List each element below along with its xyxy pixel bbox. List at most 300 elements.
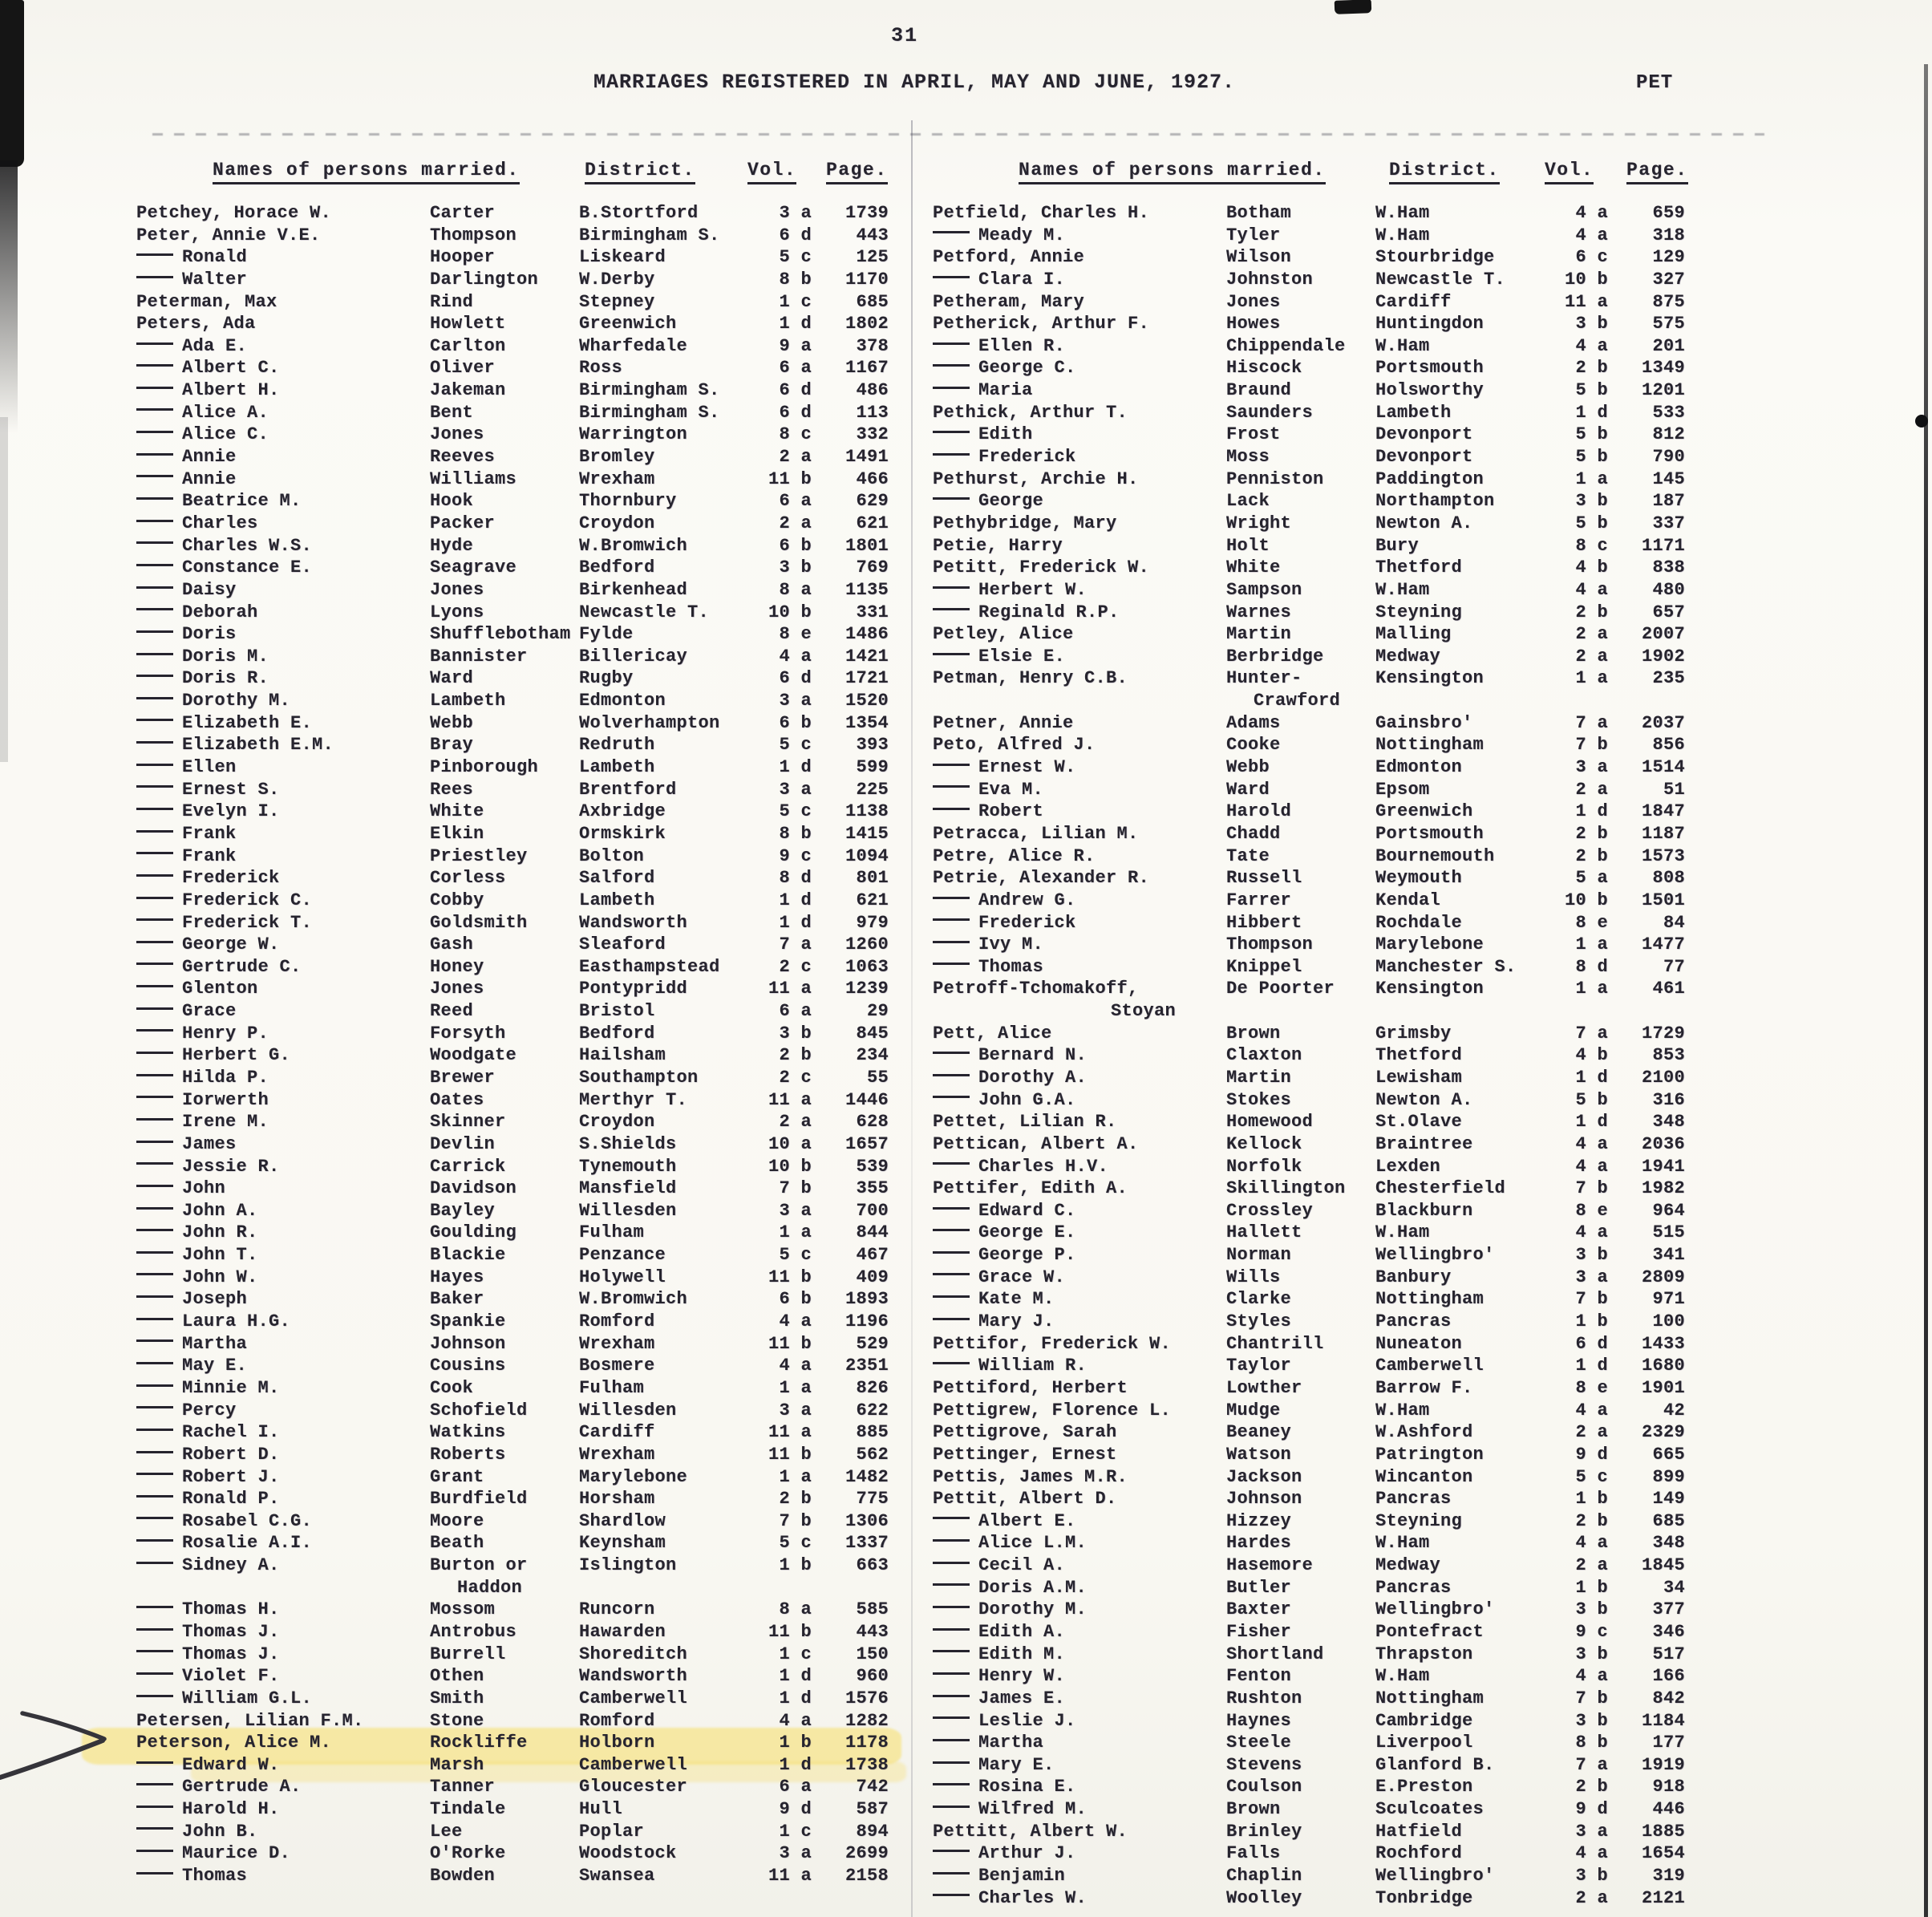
page-ref-cell: 1063 <box>844 956 889 977</box>
district-cell: Edmonton <box>579 691 666 711</box>
page-ref-cell: 55 <box>866 1067 889 1088</box>
ditto-dash <box>933 342 970 345</box>
volume-cell: 2 a <box>779 1112 812 1133</box>
index-row <box>136 800 894 823</box>
volume-cell: 3 b <box>1575 1245 1608 1266</box>
page-ref-cell: 629 <box>856 491 889 512</box>
page-ref-cell: 1415 <box>844 823 889 844</box>
volume-cell: 5 c <box>779 247 812 268</box>
district-cell: Pancras <box>1375 1489 1452 1510</box>
names-cell: James <box>136 1133 427 1156</box>
spouse-surname-cell: Mossom <box>430 1599 496 1620</box>
district-cell: Holborn <box>579 1733 655 1753</box>
district-cell: Willesden <box>579 1200 677 1221</box>
continuation-row <box>933 1000 1691 1023</box>
ditto-dash <box>136 697 173 699</box>
names-cell: Pett, Alice <box>933 1023 1052 1044</box>
spouse-surname-cell: Hayes <box>430 1267 484 1287</box>
page-number: 31 <box>890 24 918 47</box>
spouse-surname-cell: Clarke <box>1226 1289 1292 1310</box>
ditto-dash <box>136 1850 173 1852</box>
district-cell: Wrexham <box>579 1333 655 1354</box>
spouse-surname-cell: Moss <box>1226 447 1270 468</box>
district-cell: Steyning <box>1375 602 1463 622</box>
index-row <box>933 1466 1691 1489</box>
ditto-dash <box>136 1029 173 1031</box>
page-ref-cell: 2037 <box>1641 712 1685 733</box>
volume-cell: 1 a <box>1575 979 1608 999</box>
volume-cell: 4 a <box>1575 335 1608 356</box>
volume-cell: 9 d <box>1575 1444 1608 1465</box>
index-row <box>933 424 1691 446</box>
names-cell: Petherick, Arthur F. <box>933 314 1150 334</box>
names-cell: Petner, Annie <box>933 712 1074 733</box>
names-cell: Frederick <box>136 867 427 890</box>
district-cell: Tynemouth <box>579 1156 677 1177</box>
names-cell: George W. <box>136 934 427 956</box>
spouse-surname-cell: Cousins <box>430 1356 506 1376</box>
district-cell: Blackburn <box>1375 1200 1473 1221</box>
district-cell: Malling <box>1375 624 1452 645</box>
page-ref-cell: 1167 <box>844 358 889 379</box>
index-row <box>933 1200 1691 1222</box>
district-cell: W.Bromwich <box>579 535 688 556</box>
district-cell: Kensington <box>1375 668 1484 689</box>
volume-cell: 1 d <box>779 912 812 933</box>
continuation-row <box>136 1577 894 1599</box>
names-cell: Elizabeth E. <box>136 712 427 735</box>
page-ref-cell: 129 <box>1652 247 1685 268</box>
page-ref-cell: 1184 <box>1641 1710 1685 1731</box>
district-cell: Croydon <box>579 1112 655 1133</box>
district-cell: Horsham <box>579 1489 655 1510</box>
names-cell: Thomas J. <box>136 1621 427 1643</box>
ditto-dash <box>136 387 173 389</box>
index-row <box>136 978 894 1000</box>
spouse-surname-cell: Shortland <box>1226 1643 1324 1664</box>
ditto-dash <box>136 1806 173 1808</box>
scan-edge-artifact <box>0 160 18 433</box>
volume-cell: 5 c <box>779 735 812 756</box>
spouse-surname-cell: Mudge <box>1226 1400 1281 1421</box>
page-ref-cell: 562 <box>856 1444 889 1465</box>
spouse-surname-cell: Tate <box>1226 845 1270 866</box>
names-cell: Evelyn I. <box>136 800 427 823</box>
index-row <box>136 1023 894 1045</box>
names-cell: Doris A.M. <box>933 1577 1223 1599</box>
volume-cell: 5 b <box>1575 1089 1608 1110</box>
district-cell: Portsmouth <box>1375 358 1484 379</box>
page-ref-cell: 166 <box>1652 1666 1685 1687</box>
index-row <box>933 1821 1691 1843</box>
names-cell: Pettifor, Frederick W. <box>933 1333 1172 1354</box>
page-ref-cell: 1337 <box>844 1533 889 1554</box>
spouse-surname-cell: Cooke <box>1226 735 1281 756</box>
district-cell: Rochford <box>1375 1843 1463 1864</box>
spouse-surname-cell: Tindale <box>430 1799 506 1820</box>
district-cell: Camberwell <box>1375 1356 1484 1376</box>
spouse-surname-cell: Taylor <box>1226 1356 1292 1376</box>
names-cell: Pettis, James M.R. <box>933 1466 1128 1487</box>
volume-cell: 10 b <box>768 1156 812 1177</box>
spouse-surname-cell: Rees <box>430 779 474 800</box>
district-cell: Nottingham <box>1375 735 1484 756</box>
index-row <box>933 1111 1691 1133</box>
volume-cell: 11 b <box>768 1267 812 1287</box>
ditto-dash <box>136 1672 173 1675</box>
page-ref-cell: 808 <box>1652 868 1685 889</box>
spouse-surname-cell: Burrell <box>430 1643 506 1664</box>
district-cell: Wincanton <box>1375 1466 1473 1487</box>
spouse-surname-cell: Marsh <box>430 1754 484 1775</box>
volume-cell: 4 a <box>1575 203 1608 223</box>
ditto-dash <box>933 1517 970 1519</box>
volume-cell: 1 a <box>1575 934 1608 955</box>
names-cell: Thomas <box>136 1865 427 1887</box>
district-cell: Hailsham <box>579 1045 666 1066</box>
page-ref-cell: 150 <box>856 1643 889 1664</box>
volume-cell: 3 b <box>1575 1599 1608 1620</box>
names-cell: Doris M. <box>136 646 427 668</box>
district-cell: Stepney <box>579 291 655 312</box>
names-cell: William G.L. <box>136 1688 427 1710</box>
volume-cell: 2 b <box>1575 823 1608 844</box>
index-row <box>933 1688 1691 1710</box>
index-row <box>933 800 1691 823</box>
volume-cell: 1 d <box>779 1754 812 1775</box>
volume-cell: 2 a <box>1575 779 1608 800</box>
spouse-surname-cell: Hibbert <box>1226 912 1302 933</box>
page-ref-cell: 769 <box>856 557 889 578</box>
names-cell: Violet F. <box>136 1665 427 1688</box>
district-cell: Wrexham <box>579 468 655 489</box>
district-cell: Axbridge <box>579 801 666 822</box>
ditto-dash <box>136 1074 173 1076</box>
volume-cell: 7 a <box>1575 1754 1608 1775</box>
page-ref-cell: 1171 <box>1641 535 1685 556</box>
volume-cell: 4 a <box>779 1356 812 1376</box>
index-row <box>933 1267 1691 1289</box>
volume-cell: 6 b <box>779 535 812 556</box>
names-cell: Alice L.M. <box>933 1532 1223 1554</box>
spouse-surname-cell: Martin <box>1226 1067 1292 1088</box>
district-cell: Lewisham <box>1375 1067 1463 1088</box>
district-cell: Pontypridd <box>579 979 688 999</box>
names-cell: Petersen, Lilian F.M. <box>136 1710 364 1731</box>
volume-cell: 8 e <box>1575 912 1608 933</box>
page-ref-cell: 599 <box>856 757 889 778</box>
ditto-dash <box>136 586 173 589</box>
district-cell: Gainsbro' <box>1375 712 1473 733</box>
names-cell: Daisy <box>136 579 427 602</box>
district-cell: W.Ashford <box>1375 1422 1473 1443</box>
index-row <box>933 1044 1691 1067</box>
ditto-dash <box>136 475 173 477</box>
index-row <box>933 646 1691 668</box>
index-row <box>136 1133 894 1156</box>
volume-cell: 4 a <box>1575 1666 1608 1687</box>
district-cell: W.Ham <box>1375 1666 1430 1687</box>
page-ref-cell: 1919 <box>1641 1754 1685 1775</box>
index-row <box>933 667 1691 690</box>
spouse-surname-cell: Webb <box>1226 757 1270 778</box>
page-ref-cell: 42 <box>1663 1400 1685 1421</box>
index-row <box>136 1510 894 1533</box>
volume-cell: 2 a <box>779 447 812 468</box>
volume-cell: 2 b <box>1575 845 1608 866</box>
spouse-surname-cell: Ward <box>1226 779 1270 800</box>
spouse-surname-cell: Oates <box>430 1089 484 1110</box>
volume-cell: 11 b <box>768 1444 812 1465</box>
names-cell: Petroff-Tchomakoff, <box>933 979 1139 999</box>
page-ref-cell: 1094 <box>844 845 889 866</box>
names-cell: Dorothy A. <box>933 1067 1223 1089</box>
ditto-dash <box>136 1761 173 1764</box>
ditto-dash <box>136 453 173 456</box>
page-ref-cell: 149 <box>1652 1489 1685 1510</box>
spouse-surname-cell: Bray <box>430 735 474 756</box>
names-cell: Peterson, Alice M. <box>136 1733 332 1753</box>
district-cell: Brentford <box>579 779 677 800</box>
page-ref-cell: 899 <box>1652 1466 1685 1487</box>
district-cell: Salford <box>579 868 655 889</box>
page-ref-cell: 1520 <box>844 691 889 711</box>
names-cell: Stoyan <box>1111 1001 1177 1022</box>
names-cell: Ronald <box>136 246 427 269</box>
district-cell: W.Ham <box>1375 1400 1430 1421</box>
spouse-surname-cell: Crossley <box>1226 1200 1314 1221</box>
names-cell: Pettit, Albert D. <box>933 1489 1117 1510</box>
index-row <box>136 823 894 845</box>
names-cell: John G.A. <box>933 1089 1223 1112</box>
volume-cell: 6 d <box>779 668 812 689</box>
ditto-dash <box>136 1429 173 1431</box>
district-cell: Liskeard <box>579 247 666 268</box>
continuation-row <box>933 690 1691 712</box>
ditto-dash <box>136 1495 173 1498</box>
volume-cell: 1 d <box>779 314 812 334</box>
names-cell: Edith <box>933 424 1223 446</box>
spouse-surname-cell: Haynes <box>1226 1710 1292 1731</box>
district-cell: Cambridge <box>1375 1710 1473 1731</box>
names-cell: James E. <box>933 1688 1223 1710</box>
page-ref-cell: 853 <box>1652 1045 1685 1066</box>
ditto-dash <box>136 276 173 278</box>
index-row <box>933 734 1691 756</box>
district-cell: Bolton <box>579 845 645 866</box>
page-ref-cell: 587 <box>856 1799 889 1820</box>
volume-cell: 6 a <box>779 491 812 512</box>
volume-cell: 10 b <box>768 602 812 622</box>
volume-cell: 7 b <box>1575 735 1608 756</box>
volume-cell: 4 a <box>779 1710 812 1731</box>
names-cell: Pettet, Lilian R. <box>933 1112 1117 1133</box>
index-row <box>136 779 894 801</box>
index-row <box>136 1333 894 1356</box>
names-cell: Pethick, Arthur T. <box>933 402 1128 423</box>
names-cell: Constance E. <box>136 557 427 579</box>
names-cell: Alice C. <box>136 424 427 446</box>
index-row <box>933 1532 1691 1554</box>
index-row <box>933 1754 1691 1777</box>
spouse-surname-cell: Moore <box>430 1510 484 1531</box>
spouse-surname-cell: Johnston <box>1226 269 1314 290</box>
ditto-dash <box>136 342 173 345</box>
names-cell: Thomas <box>933 956 1223 979</box>
index-row <box>933 535 1691 557</box>
volume-cell: 2 a <box>1575 646 1608 667</box>
district-cell: Camberwell <box>579 1688 688 1708</box>
spouse-surname-cell: Frost <box>1226 424 1281 445</box>
names-cell: Gertrude C. <box>136 956 427 979</box>
index-row <box>933 956 1691 979</box>
volume-cell: 2 b <box>1575 602 1608 622</box>
district-cell: Hawarden <box>579 1622 666 1642</box>
volume-cell: 10 b <box>1564 890 1608 910</box>
page-ref-cell: 2158 <box>844 1866 889 1887</box>
index-row <box>933 579 1691 602</box>
volume-cell: 4 a <box>1575 1533 1608 1554</box>
volume-cell: 2 a <box>1575 1422 1608 1443</box>
volume-cell: 3 b <box>1575 491 1608 512</box>
district-cell: Liverpool <box>1375 1733 1473 1753</box>
scan-edge-artifact <box>1924 64 1928 1917</box>
index-row <box>136 1244 894 1267</box>
ditto-dash <box>933 897 970 899</box>
index-row <box>136 379 894 402</box>
spouse-surname-cell: Bent <box>430 402 474 423</box>
ditto-dash <box>933 1583 970 1586</box>
index-row <box>136 225 894 247</box>
ditto-dash <box>136 408 173 411</box>
spouse-surname-cell: Berbridge <box>1226 646 1324 667</box>
index-row <box>933 291 1691 314</box>
spouse-surname-cell: Wilson <box>1226 247 1292 268</box>
ditto-dash <box>933 1074 970 1076</box>
names-cell: Edward W. <box>136 1754 427 1777</box>
ditto-dash <box>933 1672 970 1675</box>
volume-cell: 1 c <box>779 291 812 312</box>
index-row <box>136 1865 894 1887</box>
names-cell: Petracca, Lilian M. <box>933 823 1139 844</box>
spouse-surname-cell: Brinley <box>1226 1821 1302 1842</box>
district-cell: Camberwell <box>579 1754 688 1775</box>
volume-cell: 2 c <box>779 956 812 977</box>
page-ref-cell: 316 <box>1652 1089 1685 1110</box>
names-cell: Pethybridge, Mary <box>933 513 1117 533</box>
spouse-surname-cell: Priestley <box>430 845 528 866</box>
volume-cell: 1 a <box>779 1466 812 1487</box>
names-cell: Albert H. <box>136 379 427 402</box>
volume-cell: 2 a <box>1575 1887 1608 1908</box>
district-cell: Pancras <box>1375 1577 1452 1598</box>
index-row <box>136 357 894 379</box>
page-ref-cell: 2007 <box>1641 624 1685 645</box>
ditto-dash <box>933 1850 970 1852</box>
page-ref-cell: 1486 <box>844 624 889 645</box>
district-cell: Braintree <box>1375 1133 1473 1154</box>
district-cell: Northampton <box>1375 491 1495 512</box>
ditto-dash <box>136 741 173 744</box>
volume-cell: 8 b <box>779 823 812 844</box>
spouse-surname-cell: Beath <box>430 1533 484 1554</box>
index-row <box>933 402 1691 424</box>
volume-cell: 1 b <box>1575 1577 1608 1598</box>
page-ref-cell: 461 <box>1652 979 1685 999</box>
spouse-surname-cell: Rockliffe <box>430 1733 528 1753</box>
spouse-surname-cell: Blackie <box>430 1245 506 1266</box>
names-cell: Charles <box>136 513 427 535</box>
index-row <box>136 1466 894 1489</box>
volume-cell: 5 c <box>779 1245 812 1266</box>
names-cell: Charles W.S. <box>136 535 427 557</box>
volume-cell: 4 a <box>1575 1156 1608 1177</box>
ditto-dash <box>136 1562 173 1564</box>
district-cell: Wandsworth <box>579 912 688 933</box>
index-row <box>933 712 1691 735</box>
page-ref-cell: 145 <box>1652 468 1685 489</box>
district-cell: Steyning <box>1375 1510 1463 1531</box>
names-cell: Pettinger, Ernest <box>933 1444 1117 1465</box>
index-row <box>933 867 1691 890</box>
district-cell: Keynsham <box>579 1533 666 1554</box>
page-ref-cell: 201 <box>1652 335 1685 356</box>
index-row <box>933 1776 1691 1798</box>
index-row <box>136 1643 894 1666</box>
volume-cell: 5 c <box>779 1533 812 1554</box>
spouse-surname-cell: Carter <box>430 203 496 223</box>
page-ref-cell: 659 <box>1652 203 1685 223</box>
index-row <box>933 1488 1691 1510</box>
volume-cell: 1 b <box>1575 1311 1608 1332</box>
names-cell: Martha <box>136 1333 427 1356</box>
names-cell: Pettiford, Herbert <box>933 1377 1128 1398</box>
index-row <box>136 712 894 735</box>
names-cell: Frederick C. <box>136 890 427 912</box>
page-ref-cell: 1847 <box>1641 801 1685 822</box>
names-cell: Petheram, Mary <box>933 291 1085 312</box>
names-cell: May E. <box>136 1355 427 1377</box>
page-ref-cell: 1501 <box>1641 890 1685 910</box>
district-cell: Wellingbro' <box>1375 1599 1495 1620</box>
page-ref-cell: 443 <box>856 1622 889 1642</box>
spouse-surname-cell: White <box>430 801 484 822</box>
index-row <box>933 446 1691 468</box>
volume-cell: 3 b <box>779 1023 812 1044</box>
names-cell: Reginald R.P. <box>933 602 1223 624</box>
names-cell: Maria <box>933 379 1223 402</box>
index-row <box>136 1821 894 1843</box>
spouse-surname-cell: Spankie <box>430 1311 506 1332</box>
page-ref-cell: 377 <box>1652 1599 1685 1620</box>
volume-cell: 1 c <box>779 1643 812 1664</box>
district-cell: Shardlow <box>579 1510 666 1531</box>
page-ref-cell: 1893 <box>844 1289 889 1310</box>
district-cell: Ross <box>579 358 623 379</box>
ditto-dash <box>136 918 173 921</box>
ditto-dash <box>933 1650 970 1652</box>
spouse-surname-cell: Forsyth <box>430 1023 506 1044</box>
page-ref-cell: 466 <box>856 468 889 489</box>
names-cell: John R. <box>136 1222 427 1244</box>
names-cell: Ivy M. <box>933 934 1223 956</box>
spouse-surname-cell: Fenton <box>1226 1666 1292 1687</box>
header-names: Names of persons married. <box>1019 160 1326 184</box>
district-cell: Manchester S. <box>1375 956 1517 977</box>
district-cell: Tonbridge <box>1375 1887 1473 1908</box>
column-divider-line <box>911 120 913 1917</box>
page-ref-cell: 964 <box>1652 1200 1685 1221</box>
